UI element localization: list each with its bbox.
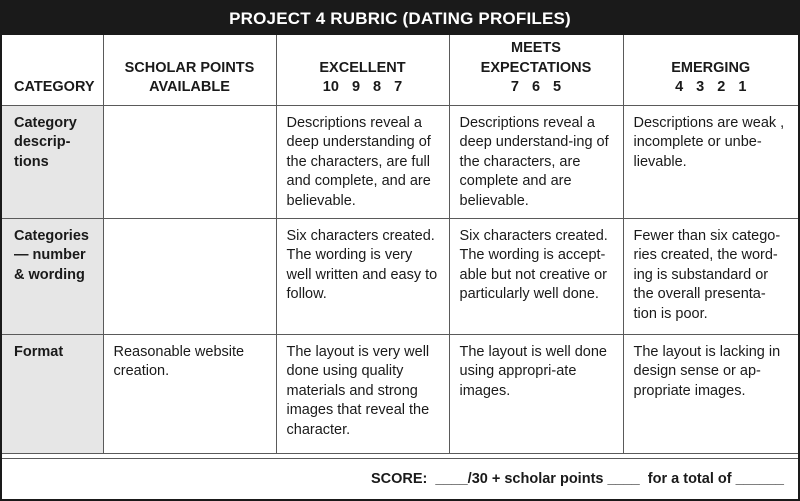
header-emerging xyxy=(623,35,798,105)
row-category-cell: Categories — number & wording xyxy=(2,218,103,334)
row-emerging-cell: Fewer than six catego-ries created, the word-ing is substandard or the overall presenta-tion is poor. xyxy=(623,218,798,334)
row-excellent-cell: Six characters created. The wording is very well written and easy to follow. xyxy=(276,218,449,334)
header-meets-label: MEETS EXPECTATIONS xyxy=(480,40,592,76)
row-scholar-cell xyxy=(103,218,276,334)
header-category-label: CATEGORY xyxy=(14,79,95,95)
row-category-cell: Category descrip-tions xyxy=(2,105,103,218)
row-emerging-cell: Descriptions are weak , incomplete or unbe-lievable. xyxy=(623,105,798,218)
score-line: SCORE: ____/30 + scholar points ____ for a total of ______ xyxy=(2,458,798,499)
table-row xyxy=(2,105,798,218)
row-category-cell: Format xyxy=(2,334,103,453)
row-meets-cell: Six characters created. The wording is accept-able but not creative or particularly well done. xyxy=(449,218,623,334)
row-meets-cell: Descriptions reveal a deep understand-ing of the characters, are complete and are believable. xyxy=(449,105,623,218)
header-scholar-label: SCHOLAR POINTS AVAILABLE xyxy=(124,59,255,95)
rubric-title: PROJECT 4 RUBRIC (DATING PROFILES) xyxy=(2,2,798,35)
row-scholar-cell: Reasonable website creation. xyxy=(103,334,276,453)
header-excellent xyxy=(276,35,449,105)
row-meets-cell: The layout is well done using appropri-ate images. xyxy=(449,334,623,453)
header-emerging-label: EMERGING xyxy=(671,59,751,76)
row-excellent-cell: The layout is very well done using quality materials and strong images that reveal the character. xyxy=(276,334,449,453)
table-row xyxy=(2,218,798,334)
header-row xyxy=(2,35,798,105)
header-excellent-label: EXCELLENT xyxy=(319,59,406,76)
header-emerging-scores: 4 3 2 1 xyxy=(675,79,747,95)
header-scholar-points xyxy=(103,35,276,105)
header-category xyxy=(2,35,103,105)
header-excellent-scores: 10 9 8 7 xyxy=(322,79,403,95)
header-meets-expectations xyxy=(449,35,623,105)
row-emerging-cell: The layout is lacking in design sense or ap-propriate images. xyxy=(623,334,798,453)
table-row xyxy=(2,334,798,453)
row-excellent-cell: Descriptions reveal a deep understanding of the characters, are full and complete, and are believable. xyxy=(276,105,449,218)
row-scholar-cell xyxy=(103,105,276,218)
header-meets-scores: 7 6 5 xyxy=(510,79,562,95)
rubric-table xyxy=(2,35,798,454)
